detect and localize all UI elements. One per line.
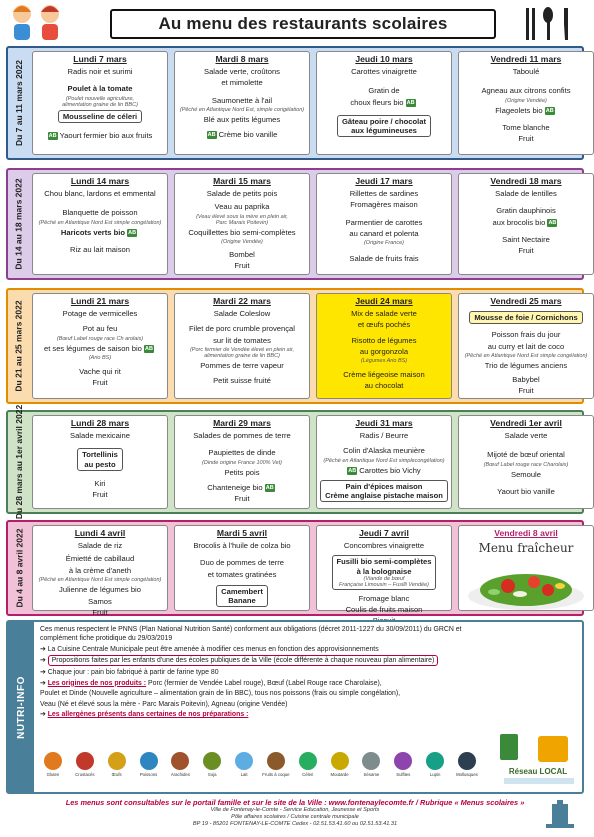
- allergen-icon: [140, 752, 158, 770]
- allergen-label: Moutarde: [330, 772, 349, 777]
- allergen-label: Poissons: [139, 772, 158, 777]
- allergen-icon: [362, 752, 380, 770]
- footer: Les menus sont consultables sur le portail famille et sur le site de la Ville : www.fontenaylecomte.fr / Rubrique « Menus scolaires » Ville de Fontenay-le-Comte - Service Education, Jeunesse et Sports Pôle affaires scolaires / Cuisine centrale municipale BP 19 - 85201 FONTENAY-LE-COMTE Cedex - 02.51.53.41.60 ou 02.51.53.41.31: [0, 798, 590, 828]
- salad-image: [464, 556, 588, 612]
- day-card: Lundi 7 mars Radis noir et surimi Poulet à la tomate (Poulet nouvelle agriculture, alimentation graine de lin BBC) Mousseline de céleri AB Yaourt fermier bio aux fruits: [32, 51, 168, 155]
- allergen-item: [263, 752, 289, 790]
- week-label: Du 7 au 11 mars 2022: [14, 59, 25, 147]
- svg-text:Réseau LOCAL: Réseau LOCAL: [508, 767, 568, 776]
- kids-proposal: Camembert Banane: [216, 585, 268, 607]
- allergen-icon: [44, 752, 62, 770]
- footer-link-text: Les menus sont consultables sur le portail famille et sur le site de la Ville : www.fontenaylecomte.fr / Rubrique « Menus scolaires »: [65, 798, 525, 807]
- organic-icon: AB: [145, 345, 153, 352]
- allergen-label: Céleri: [302, 772, 314, 777]
- children-icon: [6, 2, 68, 44]
- reseau-local-logo: [496, 732, 580, 788]
- allergen-item: [295, 752, 321, 790]
- allergen-icon: [394, 752, 412, 770]
- day-card: Vendredi 8 avril Menu fraîcheur: [458, 525, 594, 611]
- allergen-item: [136, 752, 162, 790]
- allergen-item: [167, 752, 193, 790]
- allergen-item: [454, 752, 480, 790]
- allergen-item: [358, 752, 384, 790]
- nutri-info-label: NUTRI-INFO: [15, 675, 27, 739]
- allergen-icon: [76, 752, 94, 770]
- allergen-icon: [426, 752, 444, 770]
- allergen-list: [40, 752, 480, 790]
- allergen-item: [231, 752, 257, 790]
- day-card: Mardi 8 mars Salade verte, croûtons et mimolette Saumonette à l'ail (Pêché en Atlantique Nord Est, simple congélation) Blé aux petits légumes AB Crème bio vanille: [174, 51, 310, 155]
- organic-icon: AB: [48, 132, 57, 139]
- week-label: Du 21 au 25 mars 2022: [14, 300, 25, 392]
- kids-proposal: Mousse de foie / Cornichons: [469, 311, 582, 324]
- allergen-label: Crustacés: [75, 772, 95, 777]
- week-label: Du 4 au 8 avril 2022: [14, 528, 25, 608]
- allergen-icon: [235, 752, 253, 770]
- week-3: [6, 288, 588, 404]
- week-2: [6, 168, 584, 280]
- allergen-label: Lupin: [429, 772, 441, 777]
- allergen-icon: [203, 752, 221, 770]
- allergen-label: Œufs: [111, 772, 122, 777]
- day-card: Lundi 21 mars Potage de vermicelles Pot au feu (Bœuf Label rouge race Ch arolais) et ses légumes de saison bio AB (Ario BS) Vache qui rit Fruit: [32, 293, 168, 399]
- day-card: Jeudi 31 mars Radis / Beurre Colin d'Alaska meunière (Pêché en Atlantique Nord Est simplecongélation) AB Carottes bio Vichy Pain d'épices maison Crème anglaise pistache maison: [316, 415, 452, 509]
- city-logo: [540, 800, 580, 832]
- header: [0, 0, 590, 44]
- organic-icon: AB: [265, 484, 274, 491]
- day-card: Lundi 28 mars Salade mexicaine Tortellinis au pesto Kiri Fruit: [32, 415, 168, 509]
- week-4: [6, 404, 584, 520]
- organic-icon: AB: [207, 131, 216, 138]
- allergen-item: [390, 752, 416, 790]
- allergen-icon: [331, 752, 349, 770]
- allergen-icon: [267, 752, 285, 770]
- day-card: Jeudi 10 mars Carottes vinaigrette Gratin de choux fleurs bio AB Gâteau poire / chocolat aux légumineuses: [316, 51, 452, 155]
- day-card: Mardi 15 mars Salade de petits pois Veau au paprika (Veau élevé sous la mère en plein air, Parc Marais Poitevin) Coquillettes bio semi-complètes (Origine Vendée) Bombel Fruit: [174, 173, 310, 275]
- allergen-label: Sulfites: [396, 772, 411, 777]
- kids-proposal: Fusilli bio semi-complètes à la bolognaise (Viande de bœuf Française Limousin – Fusilli Vendée): [332, 555, 437, 589]
- nutri-info-panel: [6, 620, 584, 794]
- page-title: Au menu des restaurants scolaires: [158, 14, 448, 33]
- allergen-label: Sésame: [363, 772, 380, 777]
- allergen-label: Fruits à coque: [262, 772, 290, 777]
- day-card: Jeudi 17 mars Rillettes de sardines Fromagères maison Parmentier de carottes au canard et polenta (Origine France) Salade de fruits frais: [316, 173, 452, 275]
- allergen-item: [327, 752, 353, 790]
- allergen-label: Mollusques: [456, 772, 478, 777]
- nutri-text: Ces menus respectent le PNNS (Plan National Nutrition Santé) conforment aux obligations (décret 2011-1227 du 30/09/2011) du GRCN et complément fiche protidique du 29/03/2019 ➔ La Cuisine Centrale Municipale peut être amenée à modifier ces menus en fonction des approvisionnements ➔ Propositions faites par les enfants d'une des écoles publiques de la Ville (école différente à chaque nouveau plan alimentaire) ➔ Chaque jour : pain bio fabriqué à partir de farine type 80 ➔ Les origines de nos produits : Porc (fermier de Vendée Label rouge), Bœuf (Label Rouge race Charolaise), Poulet et Dinde (Nouvelle agriculture – alimentation grain de lin BBC), tous nos poissons (frais ou simple congélation), Veau (Né et élevé sous la mère - Parc Marais Poitevin), Agneau (origine Vendée) ➔ Les allergènes présents dans certaines de nos préparations :: [40, 626, 462, 719]
- allergen-icon: [299, 752, 317, 770]
- allergen-item: [199, 752, 225, 790]
- allergen-icon: [458, 752, 476, 770]
- day-card: Jeudi 24 mars Mix de salade verte et œufs pochés Risotto de légumes au gorgonzola (Légumes Ario BS) Crème liégeoise maison au chocolat: [316, 293, 452, 399]
- day-card: Vendredi 11 mars Taboulé Agneau aux citrons confits (Origine Vendée) Flageolets bio AB Tome blanche Fruit: [458, 51, 594, 155]
- kids-proposal: Gâteau poire / chocolat aux légumineuses: [337, 115, 431, 137]
- day-card: Lundi 14 mars Chou blanc, lardons et emmental Blanquette de poisson (Pêché en Atlantique Nord Est simple congélation) Haricots verts bio AB Riz au lait maison: [32, 173, 168, 275]
- day-card: Vendredi 1er avril Salade verte Mijoté de bœuf oriental (Bœuf Label rouge race Charolais) Semoule Yaourt bio vanille: [458, 415, 594, 509]
- allergen-item: [422, 752, 448, 790]
- organic-icon: AB: [406, 99, 415, 106]
- cutlery-icon: [520, 6, 580, 42]
- allergen-item: [72, 752, 98, 790]
- day-card: Jeudi 7 avril Concombres vinaigrette Fusilli bio semi-complètes à la bolognaise (Viande de bœuf Française Limousin – Fusilli Vendée) Fromage blanc Coulis de fruits maison: [316, 525, 452, 611]
- allergen-icon: [171, 752, 189, 770]
- day-card: Mardi 5 avril Brocolis à l'huile de colza bio Duo de pommes de terre et tomates gratinées Camembert Banane: [174, 525, 310, 611]
- day-card: Vendredi 18 mars Salade de lentilles Gratin dauphinois aux brocolis bio AB Saint Nectaire Fruit: [458, 173, 594, 275]
- allergen-item: [104, 752, 130, 790]
- week-1: [6, 46, 584, 160]
- week-label: Du 28 mars au 1er avril 2022: [14, 404, 25, 520]
- allergen-icon: [108, 752, 126, 770]
- kids-proposal: Mousseline de céleri: [58, 110, 142, 123]
- organic-icon: AB: [348, 467, 357, 474]
- menu-fraicheur-title: Menu fraîcheur: [478, 541, 574, 556]
- page-title-box: [110, 9, 496, 39]
- allergen-label: Lait: [240, 772, 248, 777]
- allergen-label: Soja: [207, 772, 217, 777]
- day-card: Vendredi 25 mars Mousse de foie / Cornichons Poisson frais du jour au curry et lait de coco (Pêché en Atlantique Nord Est simple congélation) Trio de légumes anciens Babybel Fruit: [458, 293, 594, 399]
- allergen-label: Arachides: [170, 772, 190, 777]
- day-card: Lundi 4 avril Salade de riz Émietté de cabillaud à la crème d'aneth (Pêché en Atlantique Nord Est simple congélation) Julienne de légumes bio Samos Fruit: [32, 525, 168, 611]
- organic-icon: AB: [545, 107, 554, 114]
- week-5: [6, 520, 584, 616]
- allergen-item: [40, 752, 66, 790]
- kids-proposal: Tortellinis au pesto: [77, 448, 123, 470]
- week-label: Du 14 au 18 mars 2022: [14, 178, 25, 270]
- day-name: Lundi 7 mars: [73, 54, 127, 64]
- day-card: Mardi 22 mars Salade Coleslow Filet de porc crumble provençal sur lit de tomates (Porc fermier de Vendée élevé en plein air, alimentation graine de lin BBC) Pommes de terre vapeur Petit suisse fruité: [174, 293, 310, 399]
- day-card: Mardi 29 mars Salades de pommes de terre Paupiettes de dinde (Dinde origine France 100% Vet) Petits pois Chanteneige bio AB Fruit: [174, 415, 310, 509]
- organic-icon: AB: [548, 219, 557, 226]
- organic-icon: AB: [128, 229, 137, 236]
- kids-proposal: Pain d'épices maison Crème anglaise pistache maison: [320, 480, 448, 502]
- allergen-label: Gluten: [46, 772, 60, 777]
